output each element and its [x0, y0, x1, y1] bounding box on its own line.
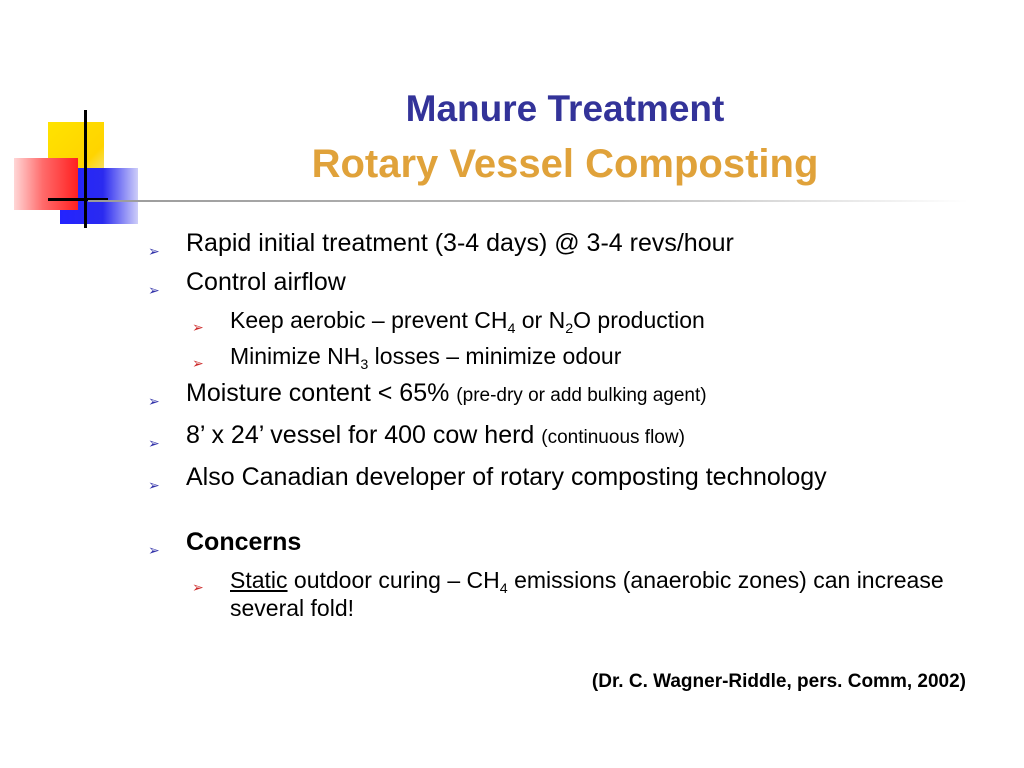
sub-bullet-item — [192, 566, 988, 622]
bullet-text: Keep aerobic – prevent $CH_4$ or $N_2O$ production — [230, 307, 705, 337]
title-line-2: Rotary Vessel Composting — [311, 142, 819, 186]
sub-bullet-item — [192, 306, 988, 337]
bullet-text: Also Canadian developer of rotary composting technology — [186, 463, 827, 491]
arrow-bullet-icon: ➢ — [148, 477, 160, 493]
arrow-bullet-icon: ➢ — [148, 542, 160, 558]
bullet-text: Rapid initial treatment (3-4 days) @ 3-4 revs/hour — [186, 229, 734, 257]
arrow-bullet-icon: ➢ — [148, 282, 160, 298]
arrow-bullet-icon: ➢ — [148, 243, 160, 259]
bullet-item — [148, 267, 988, 297]
sub-bullet-item — [192, 342, 988, 373]
spacer — [148, 501, 988, 527]
bullet-item — [148, 420, 988, 453]
bullet-text: 8’ x 24’ vessel for 400 cow herd (continuous flow) — [186, 421, 685, 449]
title-line-1: Manure Treatment — [405, 88, 725, 129]
bullet-text: Minimize $NH_3$ losses – minimize odour — [230, 343, 622, 373]
bullet-list — [148, 228, 988, 630]
bullet-item — [148, 527, 988, 557]
arrow-bullet-icon: ➢ — [148, 393, 160, 409]
arrow-bullet-icon: ➢ — [192, 355, 204, 371]
bullet-text: Concerns — [186, 528, 302, 556]
arrow-bullet-icon: ➢ — [192, 579, 204, 595]
bullet-item — [148, 228, 988, 258]
arrow-bullet-icon: ➢ — [192, 319, 204, 335]
bullet-item — [148, 462, 988, 492]
bullet-text: Control airflow — [186, 268, 346, 296]
bullet-item — [148, 378, 988, 411]
citation: (Dr. C. Wagner-Riddle, pers. Comm, 2002) — [591, 671, 966, 692]
bullet-text: Static outdoor curing – $CH_4$ emissions (anaerobic zones) can increase several fold! — [230, 567, 944, 621]
title-divider — [88, 200, 968, 202]
bullet-text: Moisture content < 65% (pre-dry or add bulking agent) — [186, 379, 707, 407]
arrow-bullet-icon: ➢ — [148, 435, 160, 451]
